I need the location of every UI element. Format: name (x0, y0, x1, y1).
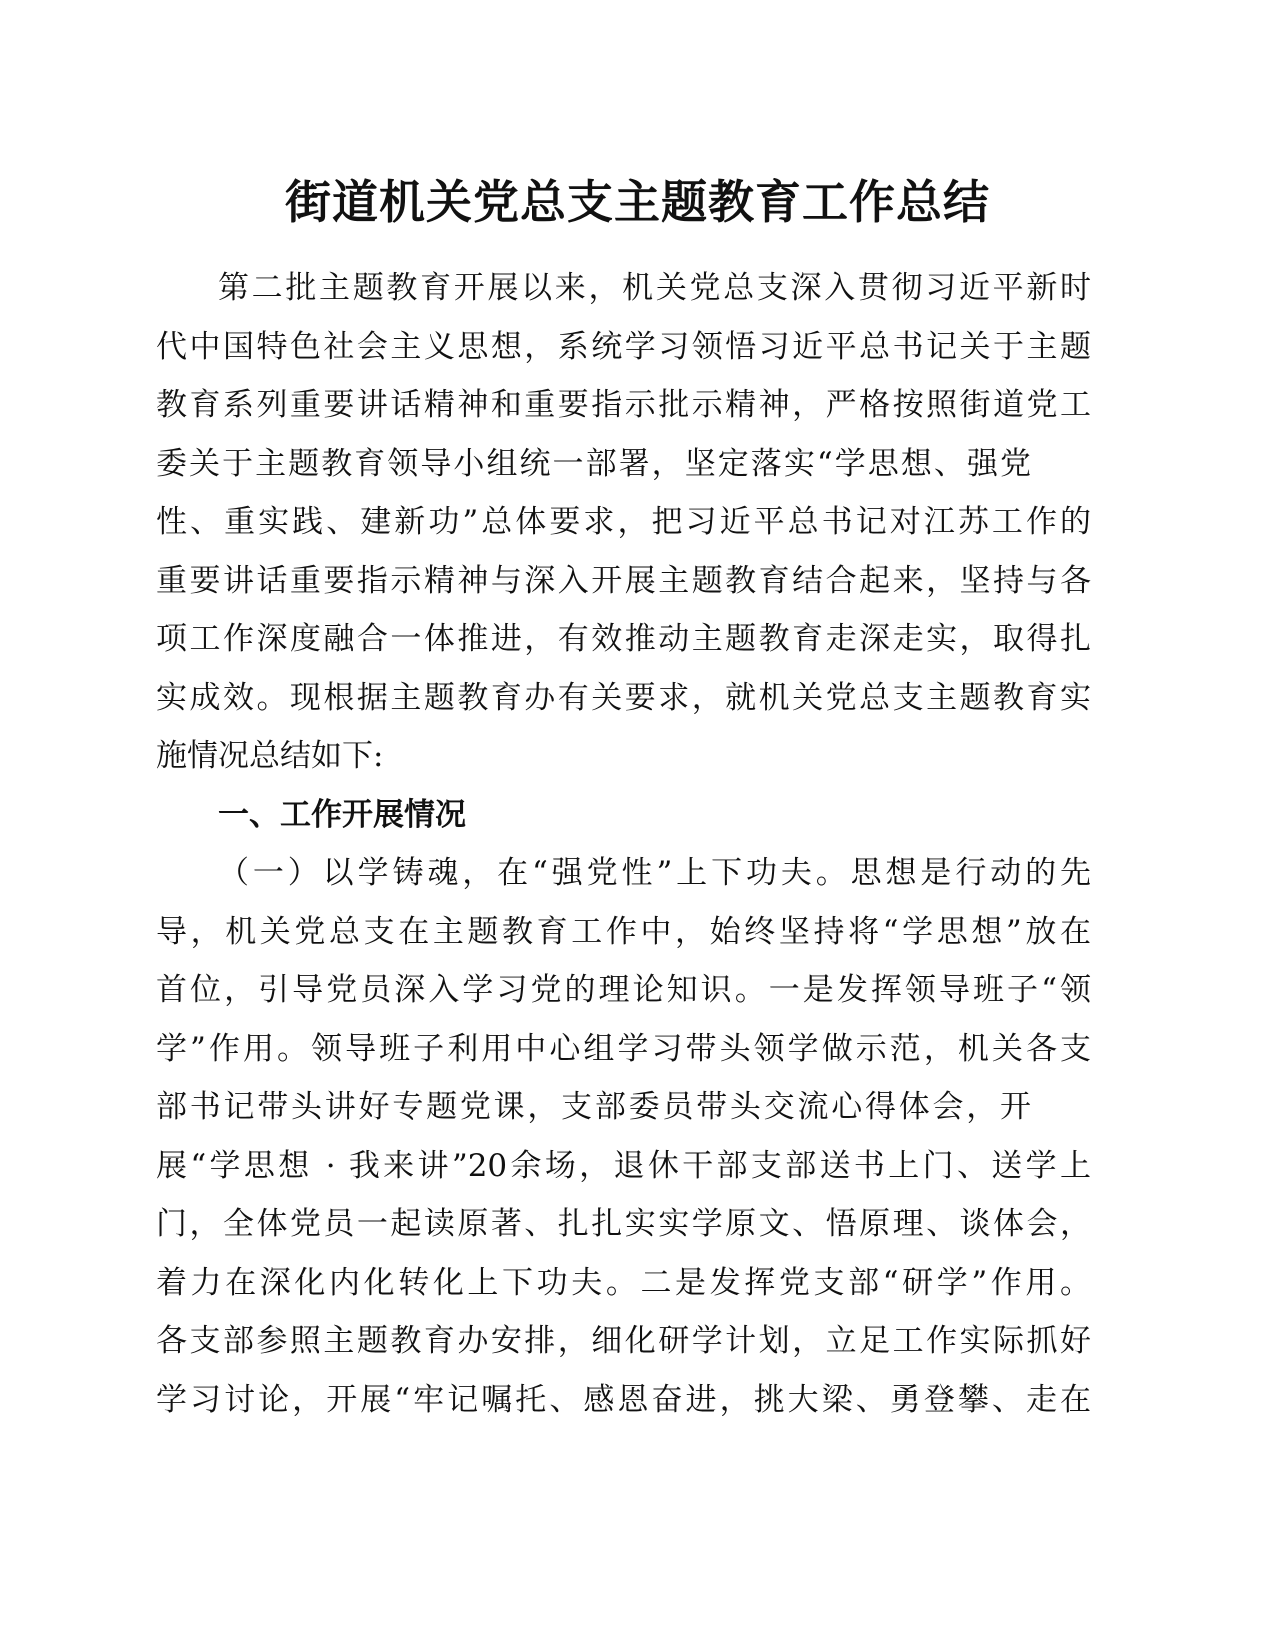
paragraph-line: 代中国特色社会主义思想，系统学习领悟习近平总书记关于主题 (156, 328, 1091, 365)
paragraph-line: 性、重实践、建新功”总体要求，把习近平总书记对江苏工作的 (156, 504, 1091, 540)
paragraph-line: 首位，引导党员深入学习党的理论知识。一是发挥领导班子“领 (156, 972, 1091, 1008)
paragraph-line: 重要讲话重要指示精神与深入开展主题教育结合起来，坚持与各 (156, 562, 1091, 599)
paragraph-line: 第二批主题教育开展以来，机关党总支深入贯彻习近平新时 (218, 270, 1091, 306)
paragraph-line: 项工作深度融合一体推进，有效推动主题教育走深走实，取得扎 (156, 621, 1091, 657)
section-heading: 一、工作开展情况 (218, 796, 466, 833)
paragraph-line: 导，机关党总支在主题教育工作中，始终坚持将“学思想”放在 (156, 913, 1091, 950)
paragraph-line: 施情况总结如下: (156, 738, 384, 774)
paragraph-line: 展“学思想 · 我来讲”20余场，退休干部支部送书上门、送学上 (156, 1147, 1091, 1184)
paragraph-line: 着力在深化内化转化上下功夫。二是发挥党支部“研学”作用。 (156, 1264, 1091, 1301)
document-title: 街道机关党总支主题教育工作总结 (285, 175, 990, 229)
paragraph-line: 委关于主题教育领导小组统一部署，坚定落实“学思想、强党 (156, 445, 1031, 482)
paragraph-line: 学”作用。领导班子利用中心组学习带头领学做示范，机关各支 (156, 1030, 1091, 1067)
paragraph-line: 各支部参照主题教育办安排，细化研学计划，立足工作实际抓好 (156, 1323, 1091, 1359)
subsection-heading-line: （一）以学铸魂，在“强党性”上下功夫。思想是行动的先 (218, 855, 1091, 891)
paragraph-line: 学习讨论，开展“牢记嘱托、感恩奋进，挑大梁、勇登攀、走在 (156, 1381, 1091, 1418)
document-body (156, 259, 1091, 1429)
paragraph-line: 部书记带头讲好专题党课，支部委员带头交流心得体会，开 (156, 1089, 1031, 1125)
paragraph-line: 教育系列重要讲话精神和重要指示批示精神，严格按照街道党工 (156, 387, 1091, 423)
paragraph-line: 门，全体党员一起读原著、扎扎实实学原文、悟原理、谈体会， (156, 1206, 1091, 1242)
paragraph-line: 实成效。现根据主题教育办有关要求，就机关党总支主题教育实 (156, 679, 1091, 716)
